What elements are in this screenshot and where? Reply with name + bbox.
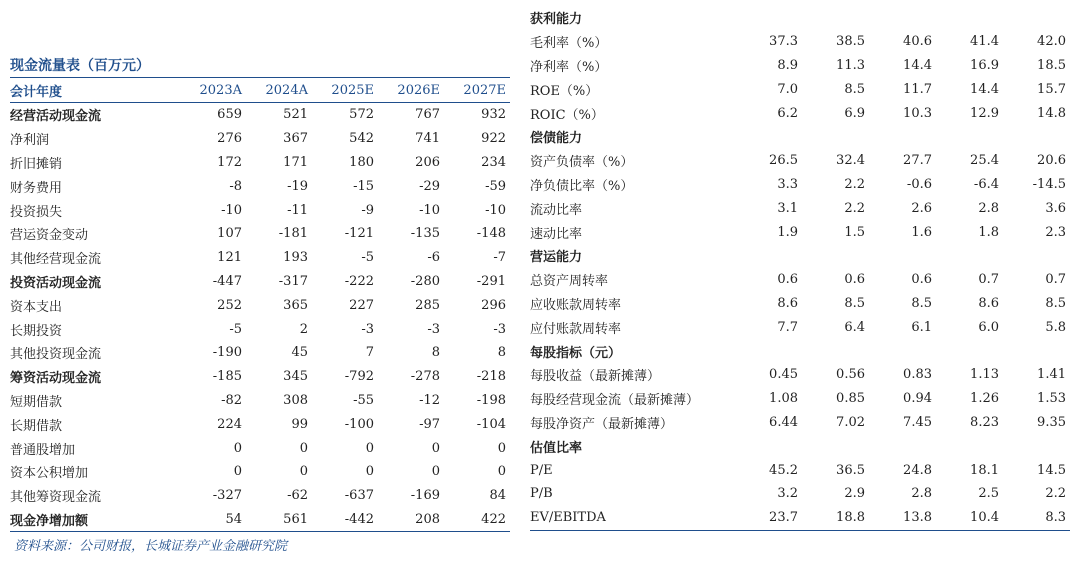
- ratio-row: [530, 411, 1070, 435]
- value-cell: 2.5: [978, 486, 999, 502]
- value-cell: -8: [229, 178, 242, 194]
- value-cell: 0: [431, 464, 440, 480]
- value-cell: 171: [283, 154, 308, 170]
- row-label: 投资活动现金流: [10, 275, 102, 291]
- value-cell: [869, 434, 936, 458]
- value-cell: 14.4: [970, 81, 999, 97]
- value-cell: 6.4: [844, 319, 865, 335]
- row-label: 其他筹资现金流: [10, 490, 102, 506]
- value-cell: 365: [283, 297, 308, 313]
- value-cell: -10: [419, 202, 440, 218]
- value-cell: 224: [217, 416, 242, 432]
- value-cell: 285: [415, 297, 440, 313]
- row-label: 营运能力: [530, 250, 583, 266]
- value-cell: -14.5: [1032, 176, 1066, 192]
- value-cell: 276: [217, 131, 242, 147]
- value-cell: -62: [287, 488, 308, 504]
- value-cell: 18.1: [970, 462, 999, 478]
- value-cell: 8.23: [970, 414, 999, 430]
- value-cell: 18.8: [836, 510, 865, 526]
- value-cell: 23.7: [769, 510, 798, 526]
- ratio-row: [530, 315, 1070, 339]
- row-label: 每股净资产（最新摊薄）: [530, 416, 674, 432]
- value-cell: 25.4: [970, 153, 999, 169]
- row-label: 应收账款周转率: [530, 297, 622, 313]
- value-cell: 0.6: [777, 272, 798, 288]
- ratio-row: [530, 387, 1070, 411]
- row-label: 毛利率（%）: [530, 36, 608, 52]
- value-cell: 3.1: [777, 200, 798, 216]
- value-cell: 0.83: [903, 367, 932, 383]
- value-cell: 1.53: [1037, 391, 1066, 407]
- value-cell: 7.0: [777, 81, 798, 97]
- value-cell: [936, 339, 1003, 363]
- value-cell: 2.9: [844, 486, 865, 502]
- ratio-row: [530, 101, 1070, 125]
- subtotal-row: [10, 508, 510, 532]
- ratio-row: [530, 77, 1070, 101]
- value-cell: 0.6: [844, 272, 865, 288]
- value-cell: 561: [246, 508, 312, 532]
- value-cell: -637: [344, 488, 374, 504]
- ratio-row: [530, 54, 1070, 78]
- value-cell: -278: [410, 369, 440, 385]
- value-cell: 11.7: [903, 81, 932, 97]
- cashflow-row: [10, 484, 510, 508]
- row-label: 每股收益（最新摊薄）: [530, 369, 661, 385]
- value-cell: 2.6: [911, 200, 932, 216]
- value-cell: [869, 244, 936, 268]
- value-cell: 7: [365, 345, 374, 361]
- value-cell: 0: [365, 440, 374, 456]
- value-cell: 8.5: [911, 295, 932, 311]
- value-cell: 0: [431, 440, 440, 456]
- value-cell: -3: [493, 321, 506, 337]
- row-label: 资产负债率（%）: [530, 155, 634, 171]
- value-cell: 8.5: [844, 295, 865, 311]
- value-cell: -55: [353, 392, 374, 408]
- value-cell: -3: [427, 321, 440, 337]
- section-header-row: [530, 6, 1070, 30]
- row-label: 短期借款: [10, 394, 63, 410]
- value-cell: 54: [180, 508, 246, 532]
- row-label: 其他投资现金流: [10, 347, 102, 363]
- value-cell: -19: [287, 178, 308, 194]
- value-cell: -317: [278, 273, 308, 289]
- value-cell: -181: [278, 226, 308, 242]
- value-cell: 2.8: [911, 486, 932, 502]
- value-cell: 7.02: [836, 414, 865, 430]
- value-cell: 16.9: [970, 57, 999, 73]
- value-cell: 0: [497, 440, 506, 456]
- value-cell: 45: [291, 345, 308, 361]
- cashflow-row: [10, 389, 510, 413]
- value-cell: 6.1: [911, 319, 932, 335]
- value-cell: 38.5: [836, 34, 865, 50]
- row-label: EV/EBITDA: [530, 510, 606, 526]
- value-cell: 922: [481, 131, 506, 147]
- year-header: 2023A: [180, 78, 246, 103]
- row-label: 净负债比率（%）: [530, 178, 634, 194]
- value-cell: 12.9: [970, 105, 999, 121]
- row-label: 筹资活动现金流: [10, 371, 102, 387]
- value-cell: 206: [415, 154, 440, 170]
- value-cell: [735, 125, 802, 149]
- value-cell: -198: [476, 392, 506, 408]
- value-cell: 3.6: [1045, 200, 1066, 216]
- value-cell: [1003, 434, 1070, 458]
- value-cell: -100: [344, 416, 374, 432]
- value-cell: 1.9: [777, 224, 798, 240]
- value-cell: 3.3: [777, 176, 798, 192]
- value-cell: 422: [444, 508, 510, 532]
- row-label: 应付账款周转率: [530, 321, 622, 337]
- row-label: 长期投资: [10, 323, 63, 339]
- row-label: 总资产周转率: [530, 274, 609, 290]
- value-cell: [936, 244, 1003, 268]
- value-cell: 7.7: [777, 319, 798, 335]
- cashflow-title-text: 现金流量表: [10, 58, 80, 74]
- section-header-row: [530, 125, 1070, 149]
- cashflow-row: [10, 246, 510, 270]
- value-cell: 208: [378, 508, 444, 532]
- value-cell: [869, 125, 936, 149]
- value-cell: -280: [410, 273, 440, 289]
- value-cell: 8: [431, 345, 440, 361]
- value-cell: 367: [283, 131, 308, 147]
- value-cell: -3: [361, 321, 374, 337]
- cashflow-statement: [10, 55, 510, 532]
- value-cell: -6: [427, 250, 440, 266]
- year-header: 2024A: [246, 78, 312, 103]
- value-cell: [1003, 339, 1070, 363]
- value-cell: -148: [476, 226, 506, 242]
- row-label: 资本公积增加: [10, 466, 89, 482]
- row-label: 财务费用: [10, 180, 63, 196]
- value-cell: 99: [291, 416, 308, 432]
- cashflow-row: [10, 317, 510, 341]
- value-cell: -104: [476, 416, 506, 432]
- value-cell: 18.5: [1037, 57, 1066, 73]
- value-cell: 6.44: [769, 414, 798, 430]
- subtotal-row: [10, 103, 510, 127]
- value-cell: -442: [312, 508, 378, 532]
- row-label: 每股指标（元）: [530, 345, 622, 361]
- value-cell: 0: [497, 464, 506, 480]
- value-cell: -792: [344, 369, 374, 385]
- value-cell: [1003, 125, 1070, 149]
- value-cell: 24.8: [903, 462, 932, 478]
- value-cell: -222: [344, 273, 374, 289]
- value-cell: 10.3: [903, 105, 932, 121]
- row-label: 速动比率: [530, 226, 583, 242]
- row-label: 普通股增加: [10, 442, 76, 458]
- row-label: ROE（%）: [530, 83, 599, 99]
- value-cell: -121: [344, 226, 374, 242]
- value-cell: 932: [481, 107, 506, 123]
- value-cell: 2.8: [978, 200, 999, 216]
- value-cell: [936, 434, 1003, 458]
- value-cell: 2.2: [1045, 486, 1066, 502]
- ratio-row: [530, 458, 1070, 482]
- value-cell: 14.4: [903, 57, 932, 73]
- row-label: 净利率（%）: [530, 59, 608, 75]
- section-header-row: [530, 339, 1070, 363]
- row-label: 投资损失: [10, 204, 63, 220]
- row-label: 折旧摊销: [10, 156, 63, 172]
- row-label: 长期借款: [10, 418, 63, 434]
- value-cell: 542: [349, 131, 374, 147]
- cashflow-row: [10, 222, 510, 246]
- value-cell: [936, 6, 1003, 30]
- value-cell: 767: [415, 107, 440, 123]
- cashflow-row: [10, 174, 510, 198]
- subtotal-row: [10, 270, 510, 294]
- value-cell: -185: [212, 369, 242, 385]
- row-label: 流动比率: [530, 202, 583, 218]
- value-cell: 5.8: [1045, 319, 1066, 335]
- value-cell: -0.6: [906, 176, 932, 192]
- ratio-row: [530, 196, 1070, 220]
- value-cell: 26.5: [769, 153, 798, 169]
- value-cell: 14.8: [1037, 105, 1066, 121]
- row-label: P/E: [530, 462, 553, 478]
- value-cell: 345: [283, 369, 308, 385]
- value-cell: 1.13: [970, 367, 999, 383]
- value-cell: 8.9: [777, 57, 798, 73]
- value-cell: 36.5: [836, 462, 865, 478]
- value-cell: 0.45: [769, 367, 798, 383]
- value-cell: 572: [349, 107, 374, 123]
- value-cell: 7.45: [903, 414, 932, 430]
- value-cell: 1.8: [978, 224, 999, 240]
- value-cell: 2.2: [844, 176, 865, 192]
- value-cell: 1.6: [911, 224, 932, 240]
- value-cell: 521: [283, 107, 308, 123]
- value-cell: 1.5: [844, 224, 865, 240]
- row-label: 现金净增加额: [10, 508, 180, 532]
- value-cell: 40.6: [903, 34, 932, 50]
- cashflow-title: [10, 55, 510, 78]
- row-label: P/B: [530, 486, 553, 502]
- value-cell: 1.26: [970, 391, 999, 407]
- fiscal-year-header: 会计年度: [10, 78, 180, 103]
- value-cell: 8.3: [1045, 510, 1066, 526]
- value-cell: 252: [217, 297, 242, 313]
- ratio-row: [530, 292, 1070, 316]
- value-cell: 0: [233, 440, 242, 456]
- value-cell: [802, 339, 869, 363]
- cashflow-row: [10, 151, 510, 175]
- value-cell: -5: [229, 321, 242, 337]
- value-cell: 8.5: [844, 81, 865, 97]
- value-cell: 107: [217, 226, 242, 242]
- value-cell: 8.5: [1045, 295, 1066, 311]
- value-cell: 8: [497, 345, 506, 361]
- value-cell: 6.2: [777, 105, 798, 121]
- value-cell: 1.41: [1037, 367, 1066, 383]
- value-cell: [735, 6, 802, 30]
- value-cell: [869, 6, 936, 30]
- value-cell: [869, 339, 936, 363]
- value-cell: 11.3: [836, 57, 865, 73]
- value-cell: 8.6: [978, 295, 999, 311]
- value-cell: -15: [353, 178, 374, 194]
- value-cell: 172: [217, 154, 242, 170]
- ratio-row: [530, 506, 1070, 530]
- value-cell: 9.35: [1037, 414, 1066, 430]
- value-cell: 741: [415, 131, 440, 147]
- value-cell: 45.2: [769, 462, 798, 478]
- value-cell: -169: [410, 488, 440, 504]
- row-label: 估值比率: [530, 440, 583, 456]
- value-cell: 20.6: [1037, 153, 1066, 169]
- value-cell: 15.7: [1037, 81, 1066, 97]
- value-cell: 121: [217, 250, 242, 266]
- row-label: 营运资金变动: [10, 228, 89, 244]
- value-cell: -291: [476, 273, 506, 289]
- section-header-row: [530, 244, 1070, 268]
- value-cell: -29: [419, 178, 440, 194]
- value-cell: -12: [419, 392, 440, 408]
- row-label: 经营活动现金流: [10, 109, 102, 125]
- value-cell: [735, 339, 802, 363]
- value-cell: -447: [212, 273, 242, 289]
- row-label: 偿债能力: [530, 131, 583, 147]
- value-cell: -9: [361, 202, 374, 218]
- value-cell: -10: [221, 202, 242, 218]
- value-cell: -10: [485, 202, 506, 218]
- cashflow-table: [10, 78, 510, 532]
- value-cell: 2: [299, 321, 308, 337]
- ratio-row: [530, 30, 1070, 54]
- value-cell: -11: [287, 202, 308, 218]
- value-cell: [802, 6, 869, 30]
- value-cell: 193: [283, 250, 308, 266]
- row-label: ROIC（%）: [530, 107, 604, 123]
- value-cell: -218: [476, 369, 506, 385]
- value-cell: 3.2: [777, 486, 798, 502]
- value-cell: 8.6: [777, 295, 798, 311]
- value-cell: 41.4: [970, 34, 999, 50]
- value-cell: [735, 434, 802, 458]
- value-cell: 0.6: [911, 272, 932, 288]
- cashflow-unit: （百万元）: [80, 58, 150, 74]
- value-cell: 2.3: [1045, 224, 1066, 240]
- value-cell: -190: [212, 345, 242, 361]
- value-cell: [735, 244, 802, 268]
- value-cell: 180: [349, 154, 374, 170]
- value-cell: 84: [489, 488, 506, 504]
- value-cell: 308: [283, 392, 308, 408]
- value-cell: 227: [349, 297, 374, 313]
- ratio-row: [530, 173, 1070, 197]
- value-cell: 27.7: [903, 153, 932, 169]
- cashflow-row: [10, 412, 510, 436]
- value-cell: 6.9: [844, 105, 865, 121]
- value-cell: -97: [419, 416, 440, 432]
- value-cell: -327: [212, 488, 242, 504]
- value-cell: 32.4: [836, 153, 865, 169]
- row-label: 资本支出: [10, 299, 63, 315]
- value-cell: 296: [481, 297, 506, 313]
- value-cell: 659: [217, 107, 242, 123]
- value-cell: -82: [221, 392, 242, 408]
- value-cell: [802, 244, 869, 268]
- value-cell: [1003, 6, 1070, 30]
- cashflow-row: [10, 293, 510, 317]
- value-cell: -6.4: [973, 176, 999, 192]
- value-cell: 42.0: [1037, 34, 1066, 50]
- value-cell: [1003, 244, 1070, 268]
- value-cell: 14.5: [1037, 462, 1066, 478]
- value-cell: [936, 125, 1003, 149]
- value-cell: 0: [299, 464, 308, 480]
- value-cell: -135: [410, 226, 440, 242]
- value-cell: 37.3: [769, 34, 798, 50]
- value-cell: 10.4: [970, 510, 999, 526]
- value-cell: 13.8: [903, 510, 932, 526]
- cashflow-header-row: [10, 78, 510, 103]
- year-header: 2027E: [444, 78, 510, 103]
- ratio-row: [530, 149, 1070, 173]
- value-cell: 0.85: [836, 391, 865, 407]
- value-cell: [802, 434, 869, 458]
- value-cell: 6.0: [978, 319, 999, 335]
- section-header-row: [530, 434, 1070, 458]
- financial-ratios: [530, 6, 1070, 531]
- year-header: 2026E: [378, 78, 444, 103]
- value-cell: 0.7: [1045, 272, 1066, 288]
- source-note: 资料来源：公司财报，长城证券产业金融研究院: [14, 539, 288, 554]
- value-cell: 1.08: [769, 391, 798, 407]
- value-cell: 0: [365, 464, 374, 480]
- row-label: 其他经营现金流: [10, 252, 102, 268]
- value-cell: 0.56: [836, 367, 865, 383]
- cashflow-row: [10, 341, 510, 365]
- value-cell: 0: [233, 464, 242, 480]
- value-cell: 2.2: [844, 200, 865, 216]
- value-cell: -5: [361, 250, 374, 266]
- value-cell: 234: [481, 154, 506, 170]
- value-cell: -7: [493, 250, 506, 266]
- ratio-row: [530, 268, 1070, 292]
- cashflow-row: [10, 198, 510, 222]
- ratio-row: [530, 220, 1070, 244]
- value-cell: [802, 125, 869, 149]
- value-cell: -59: [485, 178, 506, 194]
- row-label: 净利润: [10, 133, 50, 149]
- cashflow-row: [10, 460, 510, 484]
- value-cell: 0.94: [903, 391, 932, 407]
- ratio-row: [530, 363, 1070, 387]
- year-header: 2025E: [312, 78, 378, 103]
- cashflow-row: [10, 127, 510, 151]
- row-label: 每股经营现金流（最新摊薄）: [530, 393, 700, 409]
- subtotal-row: [10, 365, 510, 389]
- value-cell: 0: [299, 440, 308, 456]
- value-cell: 0.7: [978, 272, 999, 288]
- ratio-row: [530, 482, 1070, 506]
- cashflow-row: [10, 436, 510, 460]
- row-label: 获利能力: [530, 12, 583, 28]
- ratios-table: [530, 6, 1070, 531]
